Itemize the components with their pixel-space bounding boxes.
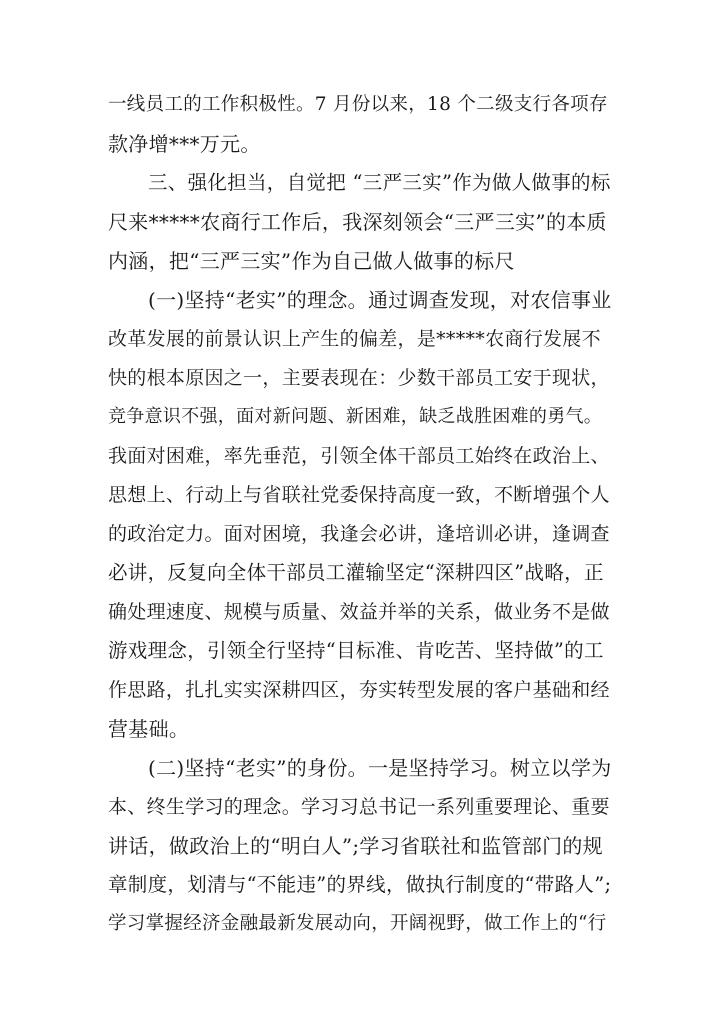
text-line-2: 款净增***万元。 xyxy=(108,132,261,156)
text-line-16: 作思路，扎扎实实深耕四区，夯实转型发展的客户基础和经 xyxy=(108,679,610,701)
text-line-20: 讲话，做政治上的“明白人”;学习省联社和监管部门的规 xyxy=(108,834,603,858)
text-line-5: 内涵，把“三严三实”作为自己做人做事的标尺 xyxy=(108,249,515,273)
text-line-3: 三、强化担当，自觉把 “三严三实”作为做人做事的标 xyxy=(148,171,611,194)
text-line-18: (二)坚持“老实”的身份。一是坚持学习。树立以学为 xyxy=(148,756,612,780)
text-line-7: 改革发展的前景认识上产生的偏差，是*****农商行发展不 xyxy=(108,328,601,350)
text-line-22: 学习掌握经济金融最新发展动向，开阔视野，做工作上的“行 xyxy=(108,913,607,934)
text-line-10: 我面对困难，率先垂范，引领全体干部员工始终在政治上、 xyxy=(108,445,610,467)
text-line-8: 快的根本原因之一，主要表现在：少数干部员工安于现状， xyxy=(108,367,610,389)
text-line-1: 一线员工的工作积极性。7 月份以来，18 个二级支行各项存 xyxy=(108,94,608,115)
text-line-12: 的政治定力。面对困境，我逢会必讲，逢培训必讲，逢调查 xyxy=(108,523,610,545)
text-line-4: 尺来*****农商行工作后，我深刻领会“三严三实”的本质 xyxy=(108,210,607,234)
text-line-9: 竞争意识不强，面对新问题、新困难，缺乏战胜困难的勇气。 xyxy=(108,406,603,427)
text-line-21: 章制度，划清与“不能违”的界线，做执行制度的“带路人”; xyxy=(108,873,612,896)
text-line-14: 确处理速度、规模与质量、效益并举的关系，做业务不是做 xyxy=(108,601,610,623)
text-line-15: 游戏理念，引领全行坚持“目标准、肯吃苦、坚持做”的工 xyxy=(108,639,604,662)
text-line-6: (一)坚持“老实”的理念。通过调查发现，对农信事业 xyxy=(148,288,612,312)
text-line-13: 必讲，反复向全体干部员工灌输坚定“深耕四区”战略，正 xyxy=(108,561,604,584)
text-line-17: 营基础。 xyxy=(108,717,190,741)
text-line-11: 思想上、行动上与省联社党委保持高度一致，不断增强个人 xyxy=(108,484,610,506)
text-line-19: 本、终生学习的理念。学习习总书记一系列重要理论、重要 xyxy=(108,796,610,818)
